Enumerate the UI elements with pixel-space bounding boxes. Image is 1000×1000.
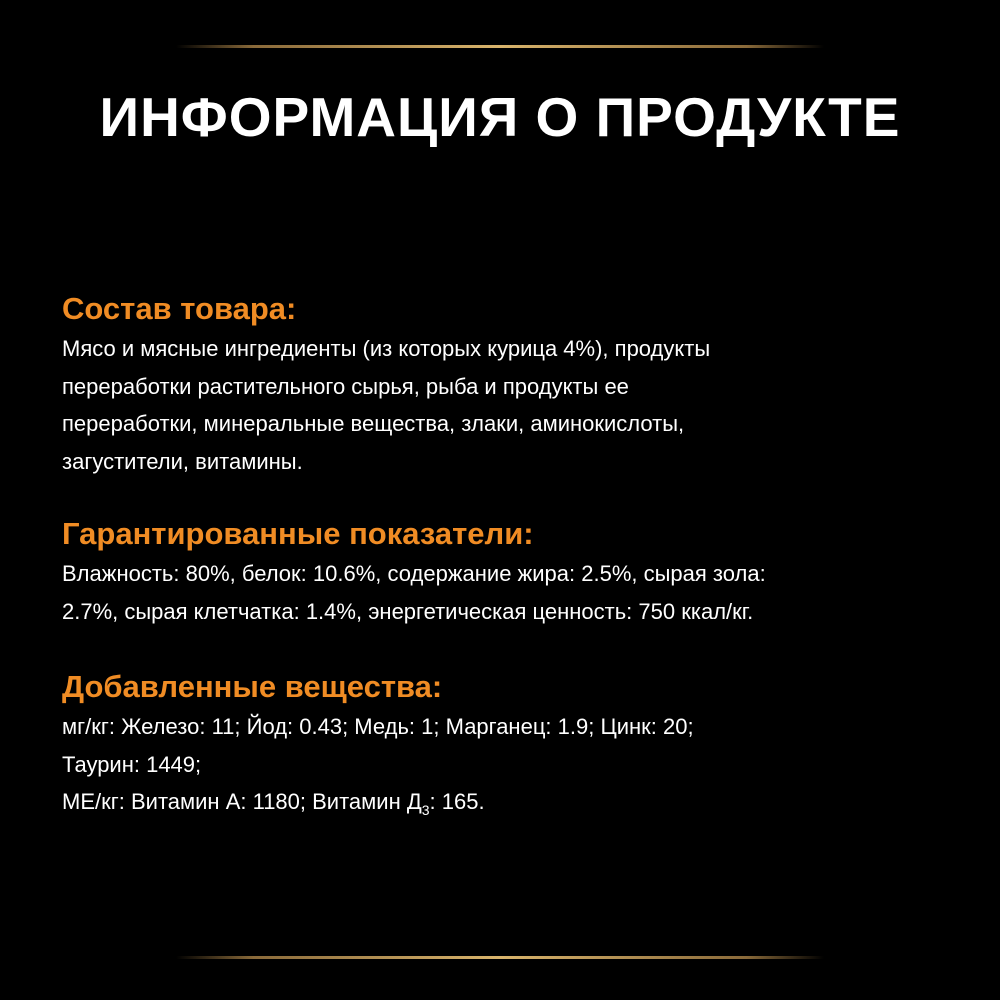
guaranteed-analysis-text — [62, 555, 942, 630]
composition-heading: Состав товара: — [62, 291, 297, 326]
composition-text — [62, 330, 942, 480]
guaranteed-analysis-line: 2.7%, сырая клетчатка: 1.4%, энергетическая ценность: 750 ккал/кг. — [62, 598, 754, 624]
guaranteed-analysis-line: Влажность: 80%, белок: 10.6%, содержание жира: 2.5%, сырая зола: — [62, 561, 766, 586]
guaranteed-analysis-heading: Гарантированные показатели: — [62, 516, 534, 551]
additives-line: Таурин: 1449; — [62, 751, 202, 777]
vitamins-line — [62, 783, 942, 821]
composition-line: переработки, минеральные вещества, злаки, аминокислоты, — [62, 411, 685, 436]
composition-line: загустители, витамины. — [62, 448, 303, 474]
composition-line: переработки растительного сырья, рыба и продукты ее — [62, 373, 629, 399]
additives-heading: Добавленные вещества: — [62, 669, 443, 704]
composition-section — [62, 290, 942, 480]
bottom-gold-divider — [176, 956, 824, 959]
vitamins-suffix: : 165. — [429, 789, 485, 814]
additives-text — [62, 708, 942, 821]
vitamins-prefix: МЕ/кг: Витамин А: 1180; Витамин Д — [62, 789, 422, 814]
guaranteed-analysis-section — [62, 515, 942, 630]
additives-section — [62, 668, 942, 821]
vitamin-d-subscript: 3 — [421, 802, 430, 818]
page-title: ИНФОРМАЦИЯ О ПРОДУКТЕ — [99, 86, 901, 148]
top-gold-divider — [176, 45, 824, 48]
composition-line: Мясо и мясные ингредиенты (из которых курица 4%), продукты — [62, 336, 711, 361]
additives-line: мг/кг: Железо: 11; Йод: 0.43; Медь: 1; Марганец: 1.9; Цинк: 20; — [62, 714, 694, 739]
